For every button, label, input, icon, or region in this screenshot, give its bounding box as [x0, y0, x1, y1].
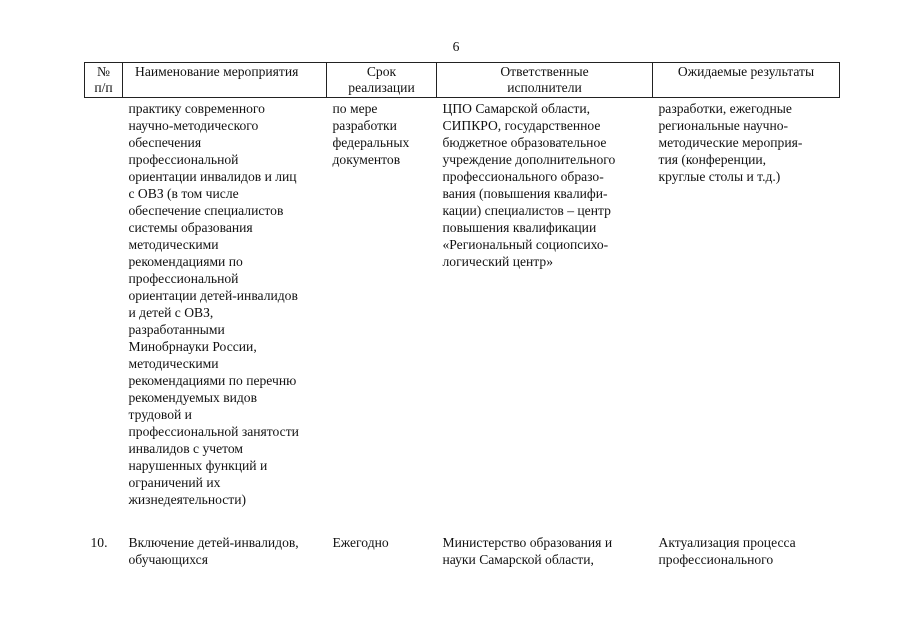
- header-responsible: Ответственные исполнители: [437, 63, 653, 98]
- header-name: Наименование мероприятия: [123, 63, 327, 98]
- header-results: Ожидаемые результаты: [653, 63, 840, 98]
- cell-results: разработки, ежегодные региональные научно- методические мероприя- тия (конференции, круглые столы и т.д.): [658, 101, 803, 184]
- cell-responsible: Министерство образования и науки Самарской области,: [442, 535, 613, 567]
- cell-responsible: ЦПО Самарской области, СИПКРО, государственное бюджетное образовательное учреждение дополнительного профессионального образо- вания (повышения квалифи- кации) специалистов – центр повышения квалификации «Региональный социопсихо- логический центр»: [442, 101, 616, 269]
- table-header: [85, 63, 840, 98]
- header-term: Срок реализации: [327, 63, 437, 98]
- cell-number: 10.: [90, 535, 108, 550]
- cell-term: Ежегодно: [332, 535, 389, 550]
- measures-table: [84, 62, 840, 568]
- cell-number: [85, 98, 123, 535]
- cell-name: практику современного научно-методического обеспечения профессиональной ориентации инвалидов и лиц с ОВЗ (в том числе обеспечение специалистов системы образования методическими рекомендациями по профессиональной ориентации детей-инвалидов и детей с ОВЗ, разработанными Минобрнауки России, методическими рекомендациями по перечню рекомендуемых видов трудовой и профессиональной занятости инвалидов с учетом нарушенных функций и ограничений их жизнедеятельности): [128, 101, 299, 507]
- cell-results: Актуализация процесса профессионального: [658, 535, 796, 567]
- page-number: 6: [452, 39, 460, 54]
- header-number: № п/п: [85, 63, 123, 98]
- cell-name: Включение детей-инвалидов, обучающихся: [128, 535, 299, 567]
- table-row: [85, 98, 840, 535]
- cell-term: по мере разработки федеральных документов: [332, 101, 410, 167]
- table-row: [85, 534, 840, 568]
